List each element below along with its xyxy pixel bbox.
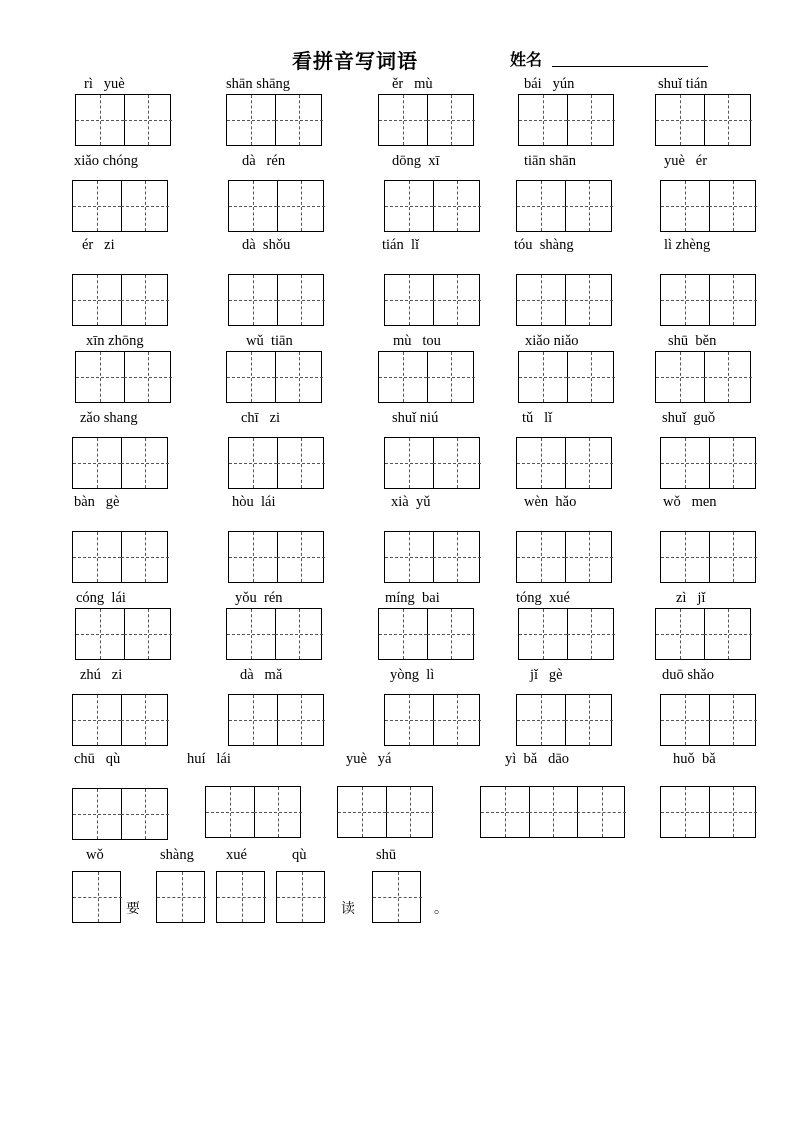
writing-box[interactable] xyxy=(75,608,171,660)
pinyin-r5-3: shuǐ niú xyxy=(392,410,439,426)
page-title: 看拼音写词语 xyxy=(292,49,418,73)
writing-box[interactable] xyxy=(226,608,322,660)
pinyin-r1-2: shān shāng xyxy=(226,76,291,92)
writing-box[interactable] xyxy=(660,694,756,746)
writing-box[interactable] xyxy=(72,180,168,232)
pinyin-r7-5: zì jǐ xyxy=(676,590,706,606)
sentence-pinyin-4: qù xyxy=(292,847,307,863)
writing-box[interactable] xyxy=(337,786,433,838)
pinyin-r1-3: ěr mù xyxy=(392,76,433,92)
writing-box-three[interactable] xyxy=(480,786,625,838)
sentence-box[interactable] xyxy=(156,871,205,923)
writing-box[interactable] xyxy=(516,531,612,583)
writing-box[interactable] xyxy=(660,274,756,326)
pinyin-r7-3: míng bai xyxy=(385,590,440,606)
pinyin-r3-1: ér zi xyxy=(82,237,115,253)
pinyin-r4-2: wǔ tiān xyxy=(246,333,293,349)
pinyin-r6-4: wèn hǎo xyxy=(524,494,577,510)
sentence-box[interactable] xyxy=(72,871,121,923)
pinyin-r6-5: wǒ men xyxy=(663,494,717,510)
pinyin-r7-2: yǒu rén xyxy=(235,590,283,606)
sentence-pinyin-3: xué xyxy=(226,847,247,863)
pinyin-r9-5: huǒ bǎ xyxy=(673,751,716,767)
writing-box[interactable] xyxy=(228,531,324,583)
writing-box[interactable] xyxy=(72,531,168,583)
writing-box[interactable] xyxy=(228,274,324,326)
sentence-box[interactable] xyxy=(372,871,421,923)
writing-box[interactable] xyxy=(518,608,614,660)
sentence-pinyin-1: wǒ xyxy=(86,847,104,863)
writing-box[interactable] xyxy=(75,94,171,146)
pinyin-r6-2: hòu lái xyxy=(232,494,276,510)
pinyin-r3-5: lì zhèng xyxy=(664,237,711,253)
writing-box[interactable] xyxy=(516,180,612,232)
writing-box[interactable] xyxy=(384,180,480,232)
pinyin-r3-3: tián lǐ xyxy=(382,237,420,253)
writing-box[interactable] xyxy=(518,351,614,403)
writing-box[interactable] xyxy=(655,94,751,146)
pinyin-r2-5: yuè ér xyxy=(664,153,708,169)
pinyin-r2-1: xiǎo chóng xyxy=(74,153,139,169)
sentence-pinyin-2: shàng xyxy=(160,847,194,863)
writing-box[interactable] xyxy=(226,94,322,146)
writing-box[interactable] xyxy=(655,608,751,660)
pinyin-r2-2: dà rén xyxy=(242,153,286,169)
writing-box[interactable] xyxy=(516,694,612,746)
sentence-box[interactable] xyxy=(276,871,325,923)
pinyin-r2-3: dōng xī xyxy=(392,153,440,169)
pinyin-r1-1: rì yuè xyxy=(84,76,125,92)
writing-box[interactable] xyxy=(384,437,480,489)
pinyin-r4-1: xīn zhōng xyxy=(86,333,144,349)
writing-box[interactable] xyxy=(378,351,474,403)
writing-box[interactable] xyxy=(205,786,301,838)
writing-box[interactable] xyxy=(228,180,324,232)
name-label: 姓名 xyxy=(510,50,543,69)
writing-box[interactable] xyxy=(384,531,480,583)
sentence-char-2: 读 xyxy=(341,901,355,917)
writing-box[interactable] xyxy=(384,694,480,746)
pinyin-r8-3: yòng lì xyxy=(390,667,435,683)
pinyin-r4-4: xiǎo niǎo xyxy=(525,333,579,349)
writing-box[interactable] xyxy=(228,437,324,489)
pinyin-r1-5: shuǐ tián xyxy=(658,76,708,92)
writing-box[interactable] xyxy=(226,351,322,403)
writing-box[interactable] xyxy=(655,351,751,403)
writing-box[interactable] xyxy=(378,94,474,146)
pinyin-r3-2: dà shǒu xyxy=(242,237,291,253)
writing-box[interactable] xyxy=(75,351,171,403)
writing-box[interactable] xyxy=(518,94,614,146)
writing-box[interactable] xyxy=(72,694,168,746)
writing-box[interactable] xyxy=(378,608,474,660)
sentence-period: 。 xyxy=(434,901,448,917)
pinyin-r9-2: huí lái xyxy=(187,751,231,767)
pinyin-r5-1: zǎo shang xyxy=(80,410,138,426)
pinyin-r8-4: jǐ gè xyxy=(530,667,563,683)
writing-box[interactable] xyxy=(384,274,480,326)
pinyin-r7-4: tóng xué xyxy=(516,590,570,606)
writing-box[interactable] xyxy=(516,437,612,489)
writing-box[interactable] xyxy=(72,274,168,326)
pinyin-r5-5: shuǐ guǒ xyxy=(662,410,716,426)
writing-box[interactable] xyxy=(516,274,612,326)
pinyin-r1-4: bái yún xyxy=(524,76,575,92)
sentence-box[interactable] xyxy=(216,871,265,923)
pinyin-r8-5: duō shǎo xyxy=(662,667,714,683)
pinyin-r5-4: tǔ lǐ xyxy=(522,410,553,426)
pinyin-r9-4: yì bǎ dāo xyxy=(505,751,570,767)
name-blank[interactable] xyxy=(552,66,708,67)
pinyin-r7-1: cóng lái xyxy=(76,590,126,606)
pinyin-r9-3: yuè yá xyxy=(346,751,392,767)
writing-box[interactable] xyxy=(660,786,756,838)
pinyin-r4-3: mù tou xyxy=(393,333,441,349)
pinyin-r6-3: xià yǔ xyxy=(391,494,431,510)
writing-box[interactable] xyxy=(228,694,324,746)
writing-box[interactable] xyxy=(660,437,756,489)
pinyin-r4-5: shū běn xyxy=(668,333,717,349)
pinyin-r2-4: tiān shān xyxy=(524,153,576,169)
writing-box[interactable] xyxy=(72,788,168,840)
pinyin-r5-2: chī zi xyxy=(241,410,281,426)
pinyin-r8-2: dà mǎ xyxy=(240,667,283,683)
pinyin-r6-1: bàn gè xyxy=(74,494,120,510)
pinyin-r3-4: tóu shàng xyxy=(514,237,574,253)
pinyin-r8-1: zhú zi xyxy=(80,667,123,683)
pinyin-r9-1: chū qù xyxy=(74,751,121,767)
sentence-char-1: 要 xyxy=(126,901,140,917)
writing-box[interactable] xyxy=(72,437,168,489)
writing-box[interactable] xyxy=(660,531,756,583)
writing-box[interactable] xyxy=(660,180,756,232)
sentence-pinyin-5: shū xyxy=(376,847,397,863)
